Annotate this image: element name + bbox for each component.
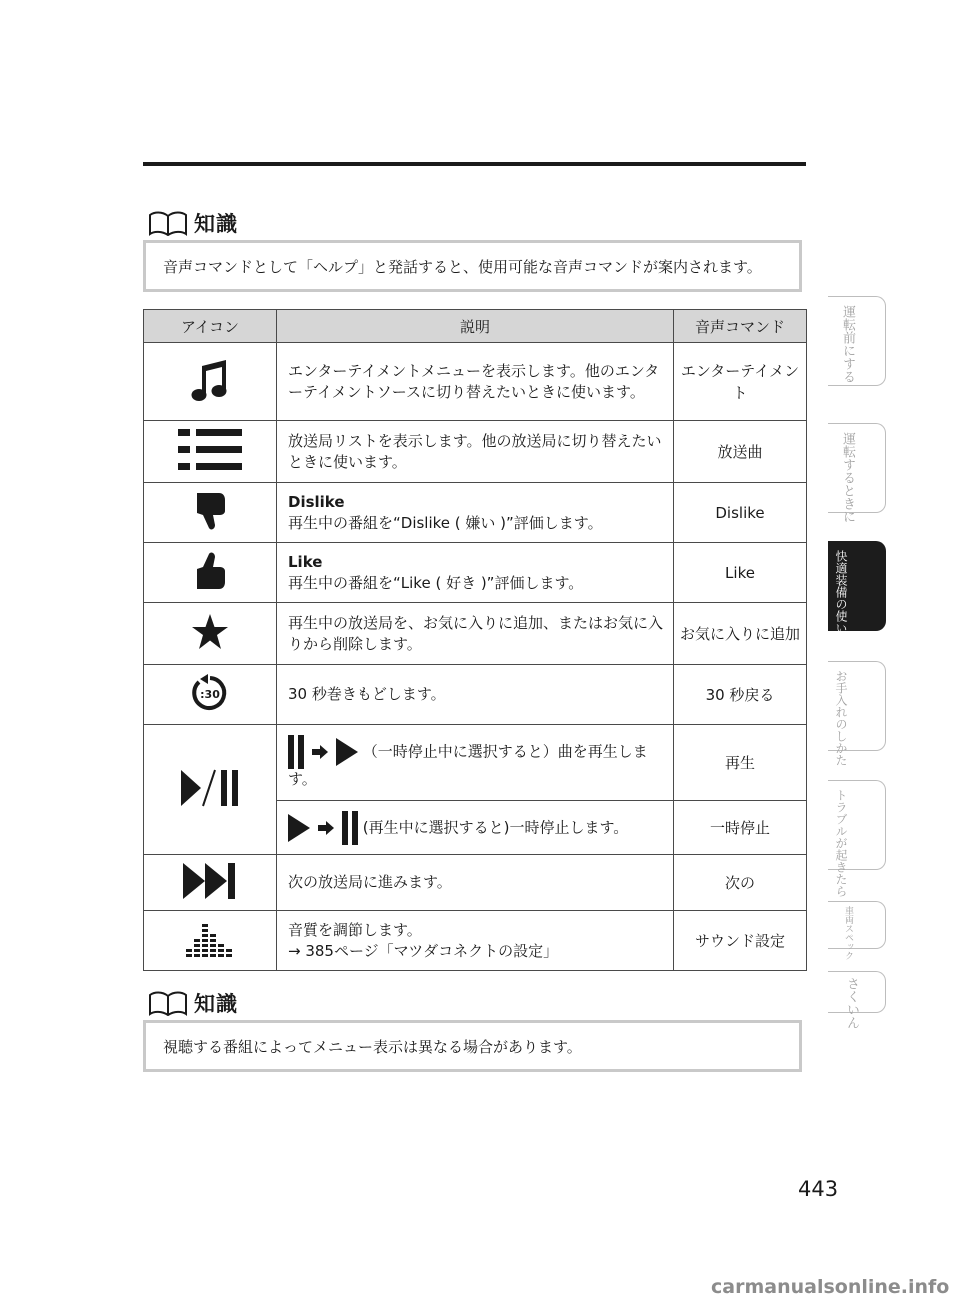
star-icon	[191, 614, 229, 650]
table-row	[144, 603, 807, 665]
play-pause-icon	[179, 768, 241, 808]
table-row	[144, 543, 807, 603]
tab-troubleshooting[interactable]: トラブルが起きたら	[828, 780, 886, 870]
book-icon	[148, 210, 188, 236]
rewind-30-icon	[191, 674, 229, 712]
row-description: 次の放送局に進みます。	[277, 855, 674, 911]
tab-before-driving[interactable]: 運転前にする	[828, 296, 886, 386]
tab-vehicle-specs[interactable]: 車両スペック	[828, 901, 886, 949]
row-description: エンターテイメントメニューを表示します。他のエンターテイメントソースに切り替えたいときに使います。	[277, 343, 674, 421]
arrow-right-icon	[312, 745, 328, 759]
play-icon	[288, 814, 310, 842]
page-number: 443	[798, 1177, 839, 1201]
row-description: 音質を調節します。	[288, 920, 422, 939]
table-row	[144, 911, 807, 971]
table-header-row	[144, 310, 807, 343]
row-command: 次の	[674, 855, 807, 911]
top-rule	[143, 162, 806, 166]
row-command: Like	[674, 543, 807, 603]
table-row	[144, 343, 807, 421]
knowledge-heading	[148, 208, 238, 238]
list-icon	[178, 429, 242, 471]
music-note-icon	[190, 358, 230, 402]
row-command: エンターテイメント	[674, 343, 807, 421]
row-command: サウンド設定	[674, 911, 807, 971]
thumbs-down-icon	[193, 491, 227, 531]
table-row	[144, 855, 807, 911]
row-command: 一時停止	[674, 801, 807, 855]
thumbs-up-icon	[193, 551, 227, 591]
note-text-2: 視聴する番組によってメニュー表示は異なる場合があります。	[163, 1037, 582, 1056]
equalizer-icon	[186, 920, 234, 958]
row-command: 30 秒戻る	[674, 665, 807, 725]
row-description: 再生中の番組を“Dislike ( 嫌い )”評価します。	[288, 513, 603, 532]
row-command: 再生	[674, 725, 807, 801]
row-command: Dislike	[674, 483, 807, 543]
header-voice-command: 音声コマンド	[674, 310, 807, 343]
note-text-1: 音声コマンドとして「ヘルプ」と発話すると、使用可能な音声コマンドが案内されます。	[163, 257, 762, 276]
pause-icon	[342, 811, 358, 845]
row-title: Dislike	[288, 492, 345, 511]
note-box-2	[143, 1020, 802, 1072]
watermark: carmanualsonline.info	[711, 1276, 950, 1298]
tab-while-driving[interactable]: 運転するときに	[828, 423, 886, 513]
row-command: お気に入りに追加	[674, 603, 807, 665]
knowledge-title: 知識	[194, 992, 238, 1016]
pause-icon	[288, 735, 304, 769]
table-row	[144, 483, 807, 543]
row-title: Like	[288, 552, 323, 571]
row-description: (再生中に選択すると)一時停止します。	[362, 818, 629, 836]
tab-index[interactable]: さくいん	[828, 971, 886, 1013]
row-description: 再生中の放送局を、お気に入りに追加、またはお気に入りから削除します。	[277, 603, 674, 665]
page-reference-link[interactable]: → 385ページ「マツダコネクトの設定」	[288, 941, 559, 960]
table-row	[144, 665, 807, 725]
tab-maintenance[interactable]: お手入れのしかた	[828, 661, 886, 751]
note-box-1	[143, 240, 802, 292]
voice-command-table	[143, 309, 807, 971]
row-description: 放送局リストを表示します。他の放送局に切り替えたいときに使います。	[277, 421, 674, 483]
row-command: 放送曲	[674, 421, 807, 483]
row-description: （一時停止中に選択すると）曲を再生します。	[288, 742, 648, 788]
skip-next-icon	[183, 863, 237, 899]
header-icon: アイコン	[144, 310, 277, 343]
table-row	[144, 421, 807, 483]
header-description: 説明	[277, 310, 674, 343]
table-row	[144, 725, 807, 801]
row-description: 再生中の番組を“Like ( 好き )”評価します。	[288, 573, 584, 592]
arrow-right-icon	[318, 821, 334, 835]
knowledge-title: 知識	[194, 212, 238, 236]
row-description: 30 秒巻きもどします。	[277, 665, 674, 725]
knowledge-heading-2	[148, 988, 238, 1018]
play-icon	[336, 738, 358, 766]
rewind-30-label: :30	[200, 687, 220, 701]
tab-comfort-features[interactable]: 快適装備の使いかた	[828, 541, 886, 631]
book-icon	[148, 990, 188, 1016]
